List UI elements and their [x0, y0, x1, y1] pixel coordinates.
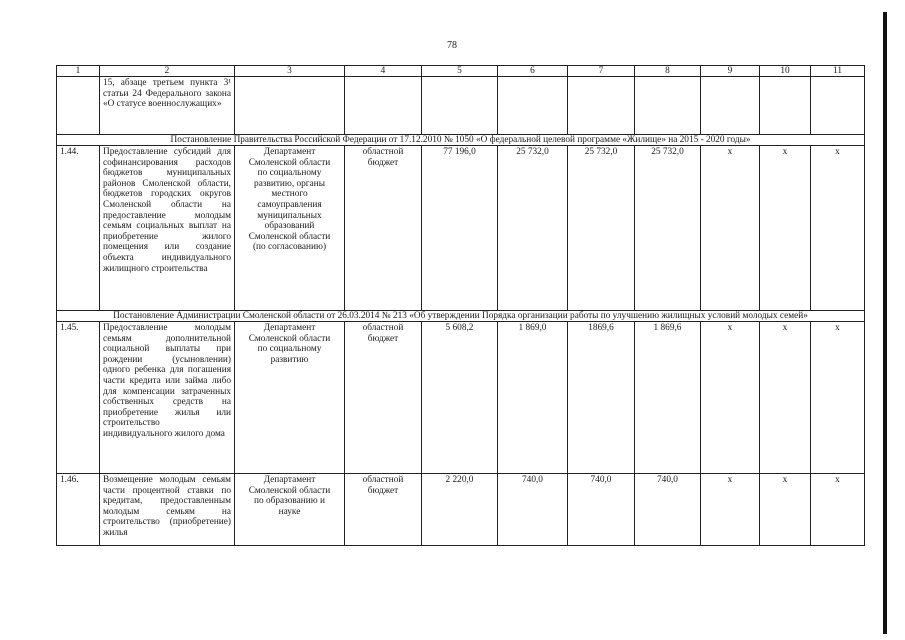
row-year-1: 740,0: [498, 474, 568, 546]
section-heading: Постановление Администрации Смоленской области от 26.03.2014 № 213 «Об утверждении Порядка организации работы по улучшению жилищных условий молодых семей»: [57, 311, 865, 322]
row-description: Возмещение молодым семьям части процентной ставки по кредитам, предоставленным молодым семьям на строительство (приобретение) жилья: [100, 474, 235, 546]
row-executor: Департамент Смоленской области по социальному развитию, органы местного самоуправления муниципальных образований Смоленской области (по согласованию): [235, 146, 345, 311]
column-number: 1: [57, 66, 100, 77]
table-row-continuation: [57, 77, 865, 135]
column-number: 5: [422, 66, 498, 77]
row-number: 1.45.: [57, 322, 100, 474]
row-funding-source: областной бюджет: [345, 474, 422, 546]
row-col-10: х: [760, 474, 811, 546]
row-funding-source: областной бюджет: [345, 322, 422, 474]
section-heading-row: [57, 311, 865, 322]
program-table: [56, 65, 865, 546]
column-number: 6: [498, 66, 568, 77]
row-year-2: 25 732,0: [568, 146, 635, 311]
row-funding-source: областной бюджет: [345, 146, 422, 311]
row-col-11: х: [811, 474, 865, 546]
column-number: 2: [100, 66, 235, 77]
column-number: 10: [760, 66, 811, 77]
row-description: Предоставление субсидий для софинансирования расходов бюджетов муниципальных районов Смоленской области, бюджетов городских округов Смоленской области на предоставление молодым семьям социальных выплат на приобретение жилого помещения или создание объекта индивидуального жилищного строительства: [100, 146, 235, 311]
row-col-9: х: [701, 474, 760, 546]
row-year-2: 1869,6: [568, 322, 635, 474]
row-year-3: 25 732,0: [635, 146, 701, 311]
row-year-3: 1 869,6: [635, 322, 701, 474]
row-col-10: х: [760, 146, 811, 311]
row-col-9: х: [701, 146, 760, 311]
row-number: 1.46.: [57, 474, 100, 546]
section-heading: Постановление Правительства Российской Федерации от 17.12.2010 № 1050 «О федеральной целевой программе «Жилище» на 2015 - 2020 годы»: [57, 135, 865, 146]
row-year-2: 740,0: [568, 474, 635, 546]
page-number: 78: [447, 40, 457, 51]
table-row: [57, 474, 865, 546]
row-total: 77 196,0: [422, 146, 498, 311]
column-number: 8: [635, 66, 701, 77]
column-number-row: [57, 66, 865, 77]
column-number: 11: [811, 66, 865, 77]
section-heading-row: [57, 135, 865, 146]
row-total: 5 608,2: [422, 322, 498, 474]
row-col-10: х: [760, 322, 811, 474]
row-total: 2 220,0: [422, 474, 498, 546]
column-number: 3: [235, 66, 345, 77]
row-number: 1.44.: [57, 146, 100, 311]
scan-edge-bar: [883, 12, 887, 634]
column-number: 4: [345, 66, 422, 77]
row-executor: Департамент Смоленской области по социальному развитию: [235, 322, 345, 474]
column-number: 9: [701, 66, 760, 77]
continuation-text: 15, абзаце третьем пункта 3¹ статьи 24 Федерального закона «О статусе военнослужащих»: [100, 77, 235, 135]
row-year-3: 740,0: [635, 474, 701, 546]
row-year-1: 1 869,0: [498, 322, 568, 474]
row-description: Предоставление молодым семьям дополнительной социальной выплаты при рождении (усыновлении) одного ребенка для погашения части кредита или займа либо для компенсации затраченных собственных средств на приобретение жилья или строительство индивидуального жилого дома: [100, 322, 235, 474]
column-number: 7: [568, 66, 635, 77]
row-col-11: х: [811, 146, 865, 311]
table-row: [57, 322, 865, 474]
row-col-11: х: [811, 322, 865, 474]
table-row: [57, 146, 865, 311]
row-col-9: х: [701, 322, 760, 474]
row-executor: Департамент Смоленской области по образованию и науке: [235, 474, 345, 546]
row-year-1: 25 732,0: [498, 146, 568, 311]
